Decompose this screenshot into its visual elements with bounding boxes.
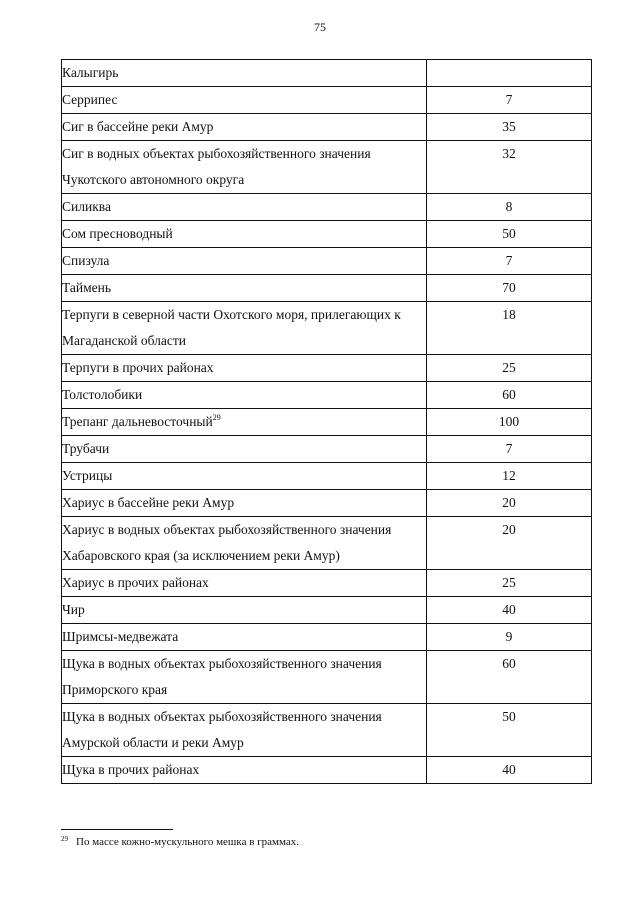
species-value: 12 [427, 463, 592, 490]
species-name: Спизула [62, 248, 427, 275]
table-row [62, 436, 592, 463]
table-row [62, 194, 592, 221]
species-value: 25 [427, 570, 592, 597]
species-name: Серрипес [62, 87, 427, 114]
page-number: 75 [314, 20, 326, 34]
species-value: 35 [427, 114, 592, 141]
table-row [62, 597, 592, 624]
species-name: Терпуги в прочих районах [62, 355, 427, 382]
table-row [62, 87, 592, 114]
species-value: 60 [427, 382, 592, 409]
footnote-reference: 29 [212, 413, 221, 422]
table-row [62, 221, 592, 248]
species-name: Устрицы [62, 463, 427, 490]
species-value: 20 [427, 517, 592, 570]
table-row [62, 570, 592, 597]
species-value: 70 [427, 275, 592, 302]
species-name: Силиква [62, 194, 427, 221]
species-name: Хариус в бассейне реки Амур [62, 490, 427, 517]
table-row [62, 490, 592, 517]
table-row [62, 757, 592, 784]
species-value: 7 [427, 248, 592, 275]
table-row [62, 302, 592, 355]
table-row [62, 651, 592, 704]
species-name: Трубачи [62, 436, 427, 463]
species-name-with-footnote [62, 409, 427, 436]
catch-table [61, 59, 592, 784]
table-row [62, 624, 592, 651]
table-row [62, 382, 592, 409]
species-value: 100 [427, 409, 592, 436]
species-name: Калыгирь [62, 60, 427, 87]
species-value: 7 [427, 87, 592, 114]
species-name: Толстолобики [62, 382, 427, 409]
species-name: Шримсы-медвежата [62, 624, 427, 651]
species-name: Сиг в бассейне реки Амур [62, 114, 427, 141]
species-name: Терпуги в северной части Охотского моря, прилегающих к Магаданской области [62, 302, 427, 355]
table-row [62, 704, 592, 757]
species-value: 50 [427, 221, 592, 248]
footnote [61, 836, 299, 848]
species-name: Сиг в водных объектах рыбохозяйственного значения Чукотского автономного округа [62, 141, 427, 194]
table-row [62, 141, 592, 194]
species-name: Щука в водных объектах рыбохозяйственного значения Амурской области и реки Амур [62, 704, 427, 757]
species-value: 8 [427, 194, 592, 221]
species-name: Хариус в прочих районах [62, 570, 427, 597]
table-row [62, 463, 592, 490]
species-value: 60 [427, 651, 592, 704]
footnote-marker: 29 [61, 835, 68, 843]
species-value: 25 [427, 355, 592, 382]
table-row [62, 517, 592, 570]
species-value: 20 [427, 490, 592, 517]
species-value: 40 [427, 597, 592, 624]
species-value: 18 [427, 302, 592, 355]
species-name: Чир [62, 597, 427, 624]
table-row [62, 60, 592, 87]
footnote-divider [61, 829, 173, 830]
species-name-text: Трепанг дальневосточный [62, 414, 213, 429]
table-row [62, 248, 592, 275]
table-row [62, 275, 592, 302]
footnote-text: По массе кожно-мускульного мешка в граммах. [76, 836, 300, 848]
species-value: 32 [427, 141, 592, 194]
species-value: 40 [427, 757, 592, 784]
table-row [62, 114, 592, 141]
table-row [62, 409, 592, 436]
species-value: 9 [427, 624, 592, 651]
species-name: Щука в водных объектах рыбохозяйственного значения Приморского края [62, 651, 427, 704]
species-name: Сом пресноводный [62, 221, 427, 248]
species-name: Таймень [62, 275, 427, 302]
species-value: 7 [427, 436, 592, 463]
species-name: Хариус в водных объектах рыбохозяйственного значения Хабаровского края (за исключением реки Амур) [62, 517, 427, 570]
species-value: 50 [427, 704, 592, 757]
species-name: Щука в прочих районах [62, 757, 427, 784]
species-value [427, 60, 592, 87]
table-row [62, 355, 592, 382]
